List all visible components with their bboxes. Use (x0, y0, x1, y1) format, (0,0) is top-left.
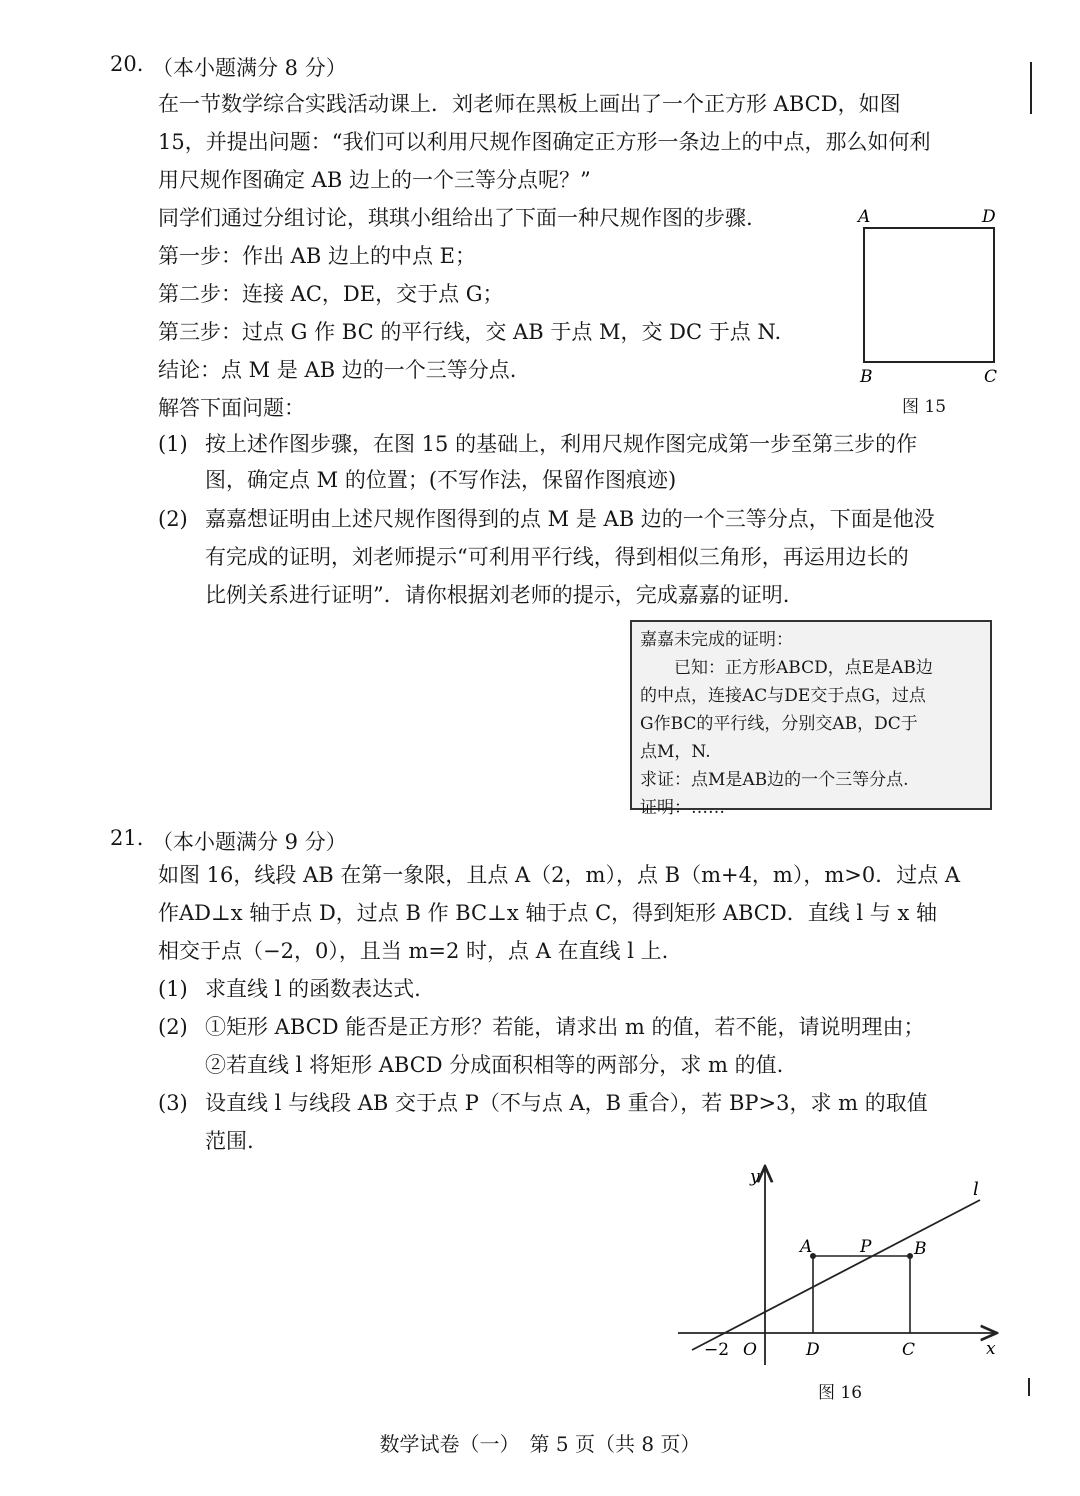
step-3: 第三步：过点 G 作 BC 的平行线，交 AB 于点 M，交 DC 于点 N. (158, 320, 782, 344)
label-neg2: −2 (704, 1340, 730, 1360)
proof-line: 证明：…… (640, 798, 725, 818)
question-21-line: 如图 16，线段 AB 在第一象限，且点 A（2，m），点 B（m+4，m），m>0．过点 A (158, 863, 961, 887)
question-21-line: 相交于点（−2，0），且当 m=2 时，点 A 在直线 l 上. (158, 939, 669, 963)
figure-15 (850, 200, 1010, 390)
q21-sub-question-3-line: 设直线 l 与线段 AB 交于点 P（不与点 A，B 重合），若 BP>3，求 m 的取值 (205, 1091, 928, 1115)
label-y: y (750, 1167, 760, 1187)
q21-sub-question-2-line: ②若直线 l 将矩形 ABCD 分成面积相等的两部分，求 m 的值. (205, 1053, 784, 1077)
label-x: x (986, 1339, 996, 1359)
q21-sub-question-2-line: ①矩形 ABCD 能否是正方形？若能，请求出 m 的值，若不能，请说明理由； (205, 1015, 925, 1039)
q21-sub-question-3-line: 范围. (205, 1129, 254, 1153)
figure-16-caption: 图 16 (818, 1383, 863, 1403)
proof-line: 已知：正方形ABCD，点E是AB边 (640, 658, 933, 678)
sub-question-2-line: 有完成的证明，刘老师提示“可利用平行线，得到相似三角形，再运用边长的 (205, 545, 909, 569)
proof-line: 嘉嘉未完成的证明： (640, 630, 793, 650)
q21-sub-question-1-text: 求直线 l 的函数表达式. (205, 977, 421, 1001)
label-b: B (860, 367, 873, 387)
question-20-line: 15，并提出问题：“我们可以利用尺规作图确定正方形一条边上的中点，那么如何利 (158, 130, 931, 154)
label-p: P (860, 1237, 872, 1257)
sub-question-2-line: 比例关系进行证明”．请你根据刘老师的提示，完成嘉嘉的证明. (205, 583, 790, 607)
sub-question-1-line: 图，确定点 M 的位置；(不写作法，保留作图痕迹) (205, 468, 677, 492)
question-20-score: （本小题满分 8 分） (152, 56, 347, 80)
proof-line: 的中点，连接AC与DE交于点G，过点 (640, 686, 926, 706)
q21-sub-question-1-number: (1) (158, 977, 188, 1001)
label-d: D (982, 207, 996, 227)
question-21-number: 21. (110, 826, 144, 850)
label-a: A (800, 1237, 813, 1257)
question-21-score: （本小题满分 9 分） (152, 830, 347, 854)
question-21-line: 作AD⊥x 轴于点 D，过点 B 作 BC⊥x 轴于点 C，得到矩形 ABCD．直线 l 与 x 轴 (158, 901, 937, 925)
sub-question-2-number: (2) (158, 507, 188, 531)
square-abcd (864, 228, 994, 362)
q21-sub-question-3-number: (3) (158, 1091, 188, 1115)
line-l (692, 1200, 980, 1350)
binding-mark-top (1030, 62, 1032, 114)
question-20-line: 同学们通过分组讨论，琪琪小组给出了下面一种尺规作图的步骤. (158, 206, 753, 230)
label-b: B (914, 1239, 927, 1259)
binding-mark-bottom (1028, 1378, 1030, 1396)
figure-16 (670, 1160, 1010, 1375)
step-2: 第二步：连接 AC，DE，交于点 G； (158, 282, 504, 306)
question-20-number: 20. (110, 52, 144, 76)
q21-sub-question-2-number: (2) (158, 1015, 188, 1039)
unfinished-proof-box (630, 620, 992, 818)
proof-line: G作BC的平行线，分别交AB，DC于 (640, 714, 918, 734)
answer-prompt: 解答下面问题： (158, 396, 305, 420)
question-20-line: 在一节数学综合实践活动课上．刘老师在黑板上画出了一个正方形 ABCD，如图 (158, 92, 901, 116)
conclusion: 结论：点 M 是 AB 边的一个三等分点. (158, 358, 517, 382)
question-20-line: 用尺规作图确定 AB 边上的一个三等分点呢？” (158, 168, 591, 192)
sub-question-1-line: 按上述作图步骤，在图 15 的基础上，利用尺规作图完成第一步至第三步的作 (205, 432, 918, 456)
proof-line: 点M，N. (640, 742, 711, 762)
sub-question-2-line: 嘉嘉想证明由上述尺规作图得到的点 M 是 AB 边的一个三等分点，下面是他没 (205, 507, 935, 531)
figure-15-caption: 图 15 (902, 397, 947, 417)
point-b (907, 1253, 913, 1259)
label-a: A (858, 207, 871, 227)
sub-question-1-number: (1) (158, 432, 188, 456)
label-l: l (973, 1179, 979, 1200)
label-c: C (902, 1340, 916, 1360)
label-d: D (806, 1340, 820, 1360)
rectangle-abcd (813, 1256, 910, 1333)
label-c: C (984, 367, 998, 387)
proof-line: 求证：点M是AB边的一个三等分点. (640, 770, 909, 790)
step-1: 第一步：作出 AB 边上的中点 E； (158, 244, 476, 268)
label-o: O (743, 1340, 757, 1360)
page-footer: 数学试卷（一） 第 5 页（共 8 页） (379, 1432, 701, 1456)
